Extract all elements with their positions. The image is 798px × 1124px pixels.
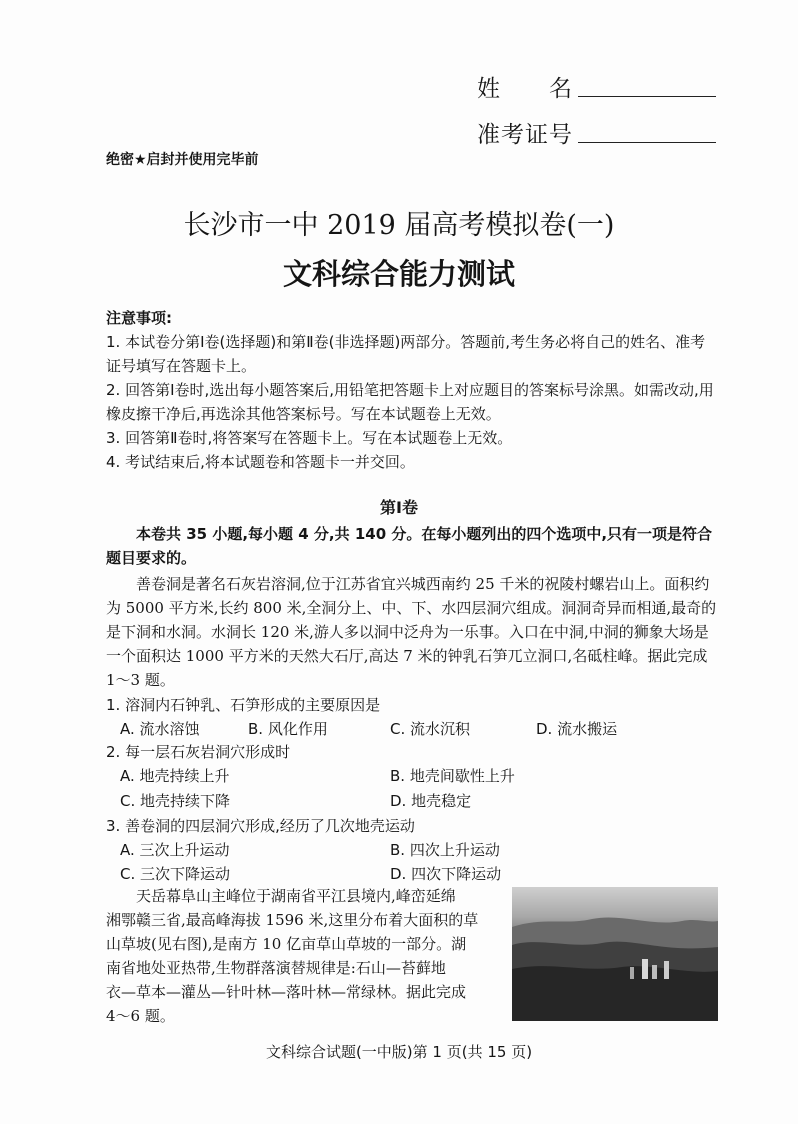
section-title: 第Ⅰ卷 — [380, 498, 418, 517]
passage-line: 天岳幕阜山主峰位于湖南省平江县境内,峰峦延绵 — [136, 887, 456, 905]
notice-item: 3. 回答第Ⅱ卷时,将答案写在答题卡上。写在本试题卷上无效。 — [106, 429, 513, 447]
passage-line: 4～6 题。 — [106, 1007, 175, 1025]
notice-item: 4. 考试结束后,将本试题卷和答题卡一并交回。 — [106, 453, 415, 471]
option-d[interactable]: D. 流水搬运 — [536, 720, 618, 738]
option-b[interactable]: B. 地壳间歇性上升 — [390, 767, 515, 785]
page-footer: 文科综合试题(一中版)第 1 页(共 15 页) — [265, 1043, 533, 1061]
page-subtitle: 文科综合能力测试 — [282, 257, 515, 291]
passage-line: 衣—草本—灌丛—针叶林—落叶林—常绿林。据此完成 — [106, 983, 467, 1001]
notice-item: 2. 回答第Ⅰ卷时,选出每小题答案后,用铅笔把答题卡上对应题目的答案标号涂黑。如需改动,用橡皮擦干净后,再选涂其他答案标号。写在本试题卷上无效。 — [106, 381, 714, 423]
passage-line: 湘鄂赣三省,最高峰海拔 1596 米,这里分布着大面积的草 — [106, 911, 479, 929]
question-stem: 1. 溶洞内石钟乳、石笋形成的主要原因是 — [106, 696, 381, 714]
option-d[interactable]: D. 地壳稳定 — [390, 792, 472, 810]
passage-line: 南省地处亚热带,生物群落演替规律是:石山—苔藓地 — [106, 959, 446, 977]
secret-notice: 绝密★启封并使用完毕前 — [106, 152, 259, 168]
exam-id-label: 准考证号 — [477, 122, 573, 148]
passage-line: 山草坡(见右图),是南方 10 亿亩草山草坡的一部分。湖 — [106, 935, 467, 953]
option-b[interactable]: B. 四次上升运动 — [390, 841, 500, 859]
option-a[interactable]: A. 流水溶蚀 — [120, 720, 200, 738]
question-stem: 2. 每一层石灰岩洞穴形成时 — [106, 743, 291, 761]
option-b[interactable]: B. 风化作用 — [248, 720, 328, 738]
grassland-photo — [512, 887, 718, 1021]
notice-heading: 注意事项: — [106, 309, 172, 327]
mountain-image — [512, 887, 718, 1021]
passage-1: 善卷洞是著名石灰岩溶洞,位于江苏省宜兴城西南约 25 千米的祝陵村螺岩山上。面积约为 5000 平方米,长约 800 米,全洞分上、中、下、水四层洞穴组成。洞洞奇异而相通,最奇的是下洞和水洞。水洞长 120 米,游人多以洞中泛舟为一乐事。入口在中洞,中洞的狮象大场是一个面积达 1000 平方米的天然大石厅,高达 7 米的钟乳石笋兀立洞口,名砥柱峰。据此完成 1～3 题。 — [106, 575, 717, 689]
option-a[interactable]: A. 三次上升运动 — [120, 841, 230, 859]
passage-2 — [106, 884, 506, 1028]
exam-id-field-line[interactable] — [578, 142, 716, 143]
option-c[interactable]: C. 三次下降运动 — [120, 865, 231, 883]
name-label: 姓 名 — [477, 76, 573, 102]
name-field-line[interactable] — [578, 96, 716, 97]
page-title: 长沙市一中 2019 届高考模拟卷(一) — [183, 210, 615, 241]
question-stem: 3. 善卷洞的四层洞穴形成,经历了几次地壳运动 — [106, 817, 415, 835]
option-c[interactable]: C. 地壳持续下降 — [120, 792, 231, 810]
option-c[interactable]: C. 流水沉积 — [390, 720, 471, 738]
section-intro: 本卷共 35 小题,每小题 4 分,共 140 分。在每小题列出的四个选项中,只有一项是符合题目要求的。 — [106, 525, 713, 567]
option-d[interactable]: D. 四次下降运动 — [390, 865, 502, 883]
notice-list — [106, 330, 718, 474]
notice-item: 1. 本试卷分第Ⅰ卷(选择题)和第Ⅱ卷(非选择题)两部分。答题前,考生务必将自己的姓名、准考证号填写在答题卡上。 — [106, 333, 706, 375]
option-a[interactable]: A. 地壳持续上升 — [120, 767, 230, 785]
